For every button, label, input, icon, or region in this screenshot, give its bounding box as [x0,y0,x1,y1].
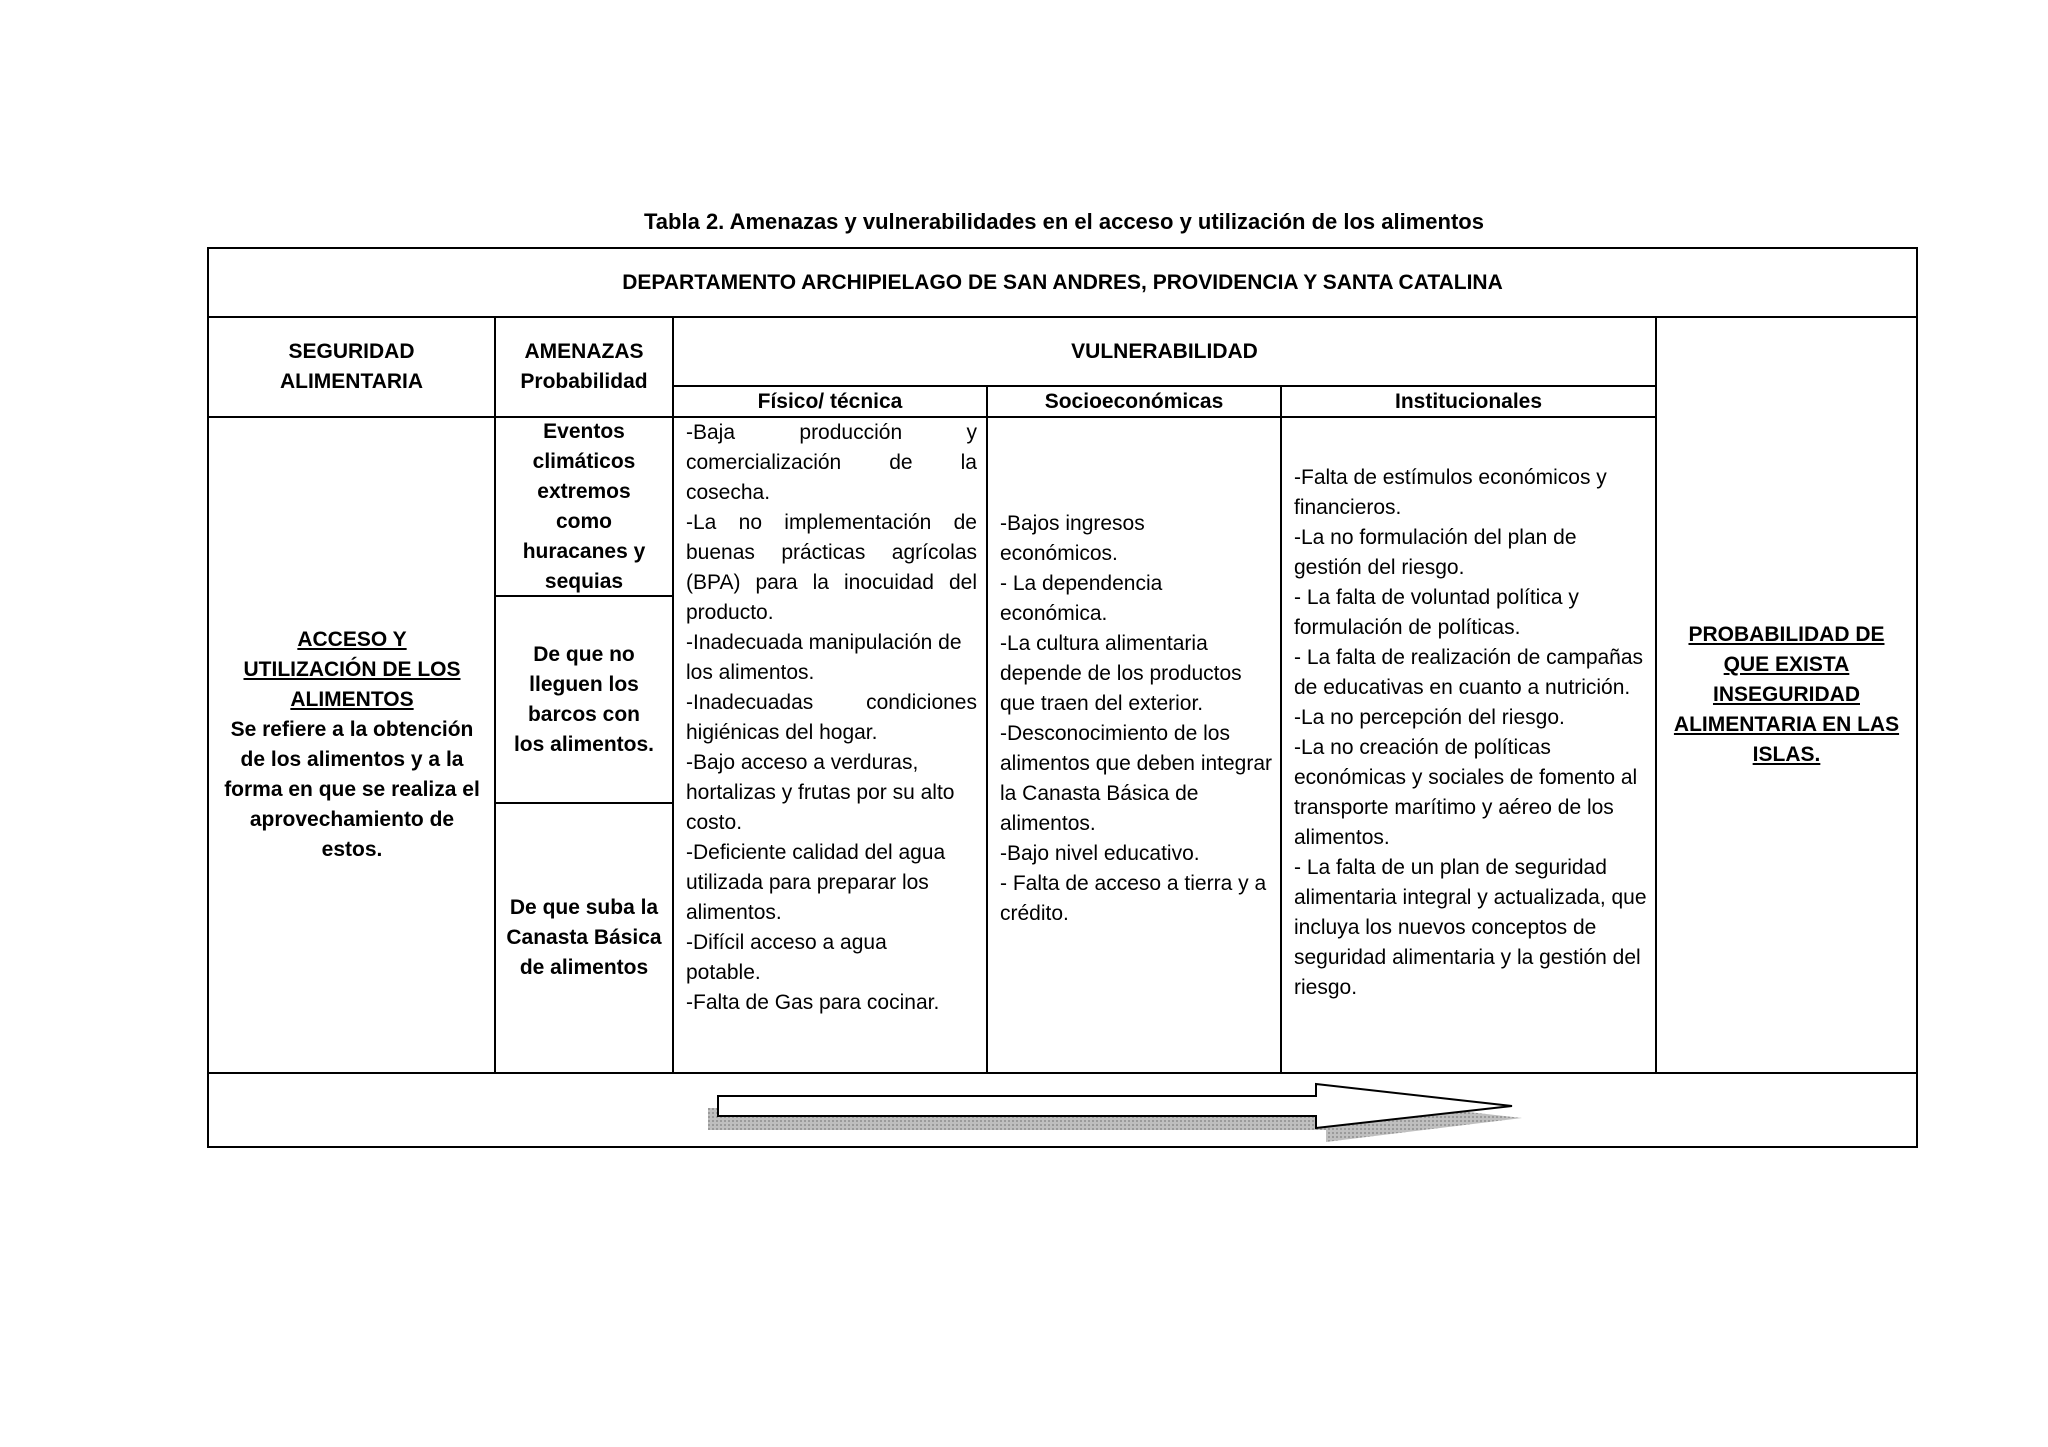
header-fisico-label: Físico/ técnica [757,389,903,413]
header-vulnerabilidad [674,318,1655,385]
fisico-item: -Inadecuada manipulación de los alimentos. [686,631,962,684]
header-amenazas-label: AMENAZAS Probabilidad [520,340,648,393]
header-socio [988,387,1280,416]
header-amenazas [496,318,672,416]
fisico-item: -Deficiente calidad del agua utilizada para preparar los alimentos. [686,841,946,924]
fisico-item: -Bajo acceso a verduras, hortalizas y frutas por su alto costo. [686,751,955,834]
amenaza-text: De que no lleguen los barcos con los alimentos. [513,642,655,756]
column-divider [986,385,988,1074]
institucional-item: -Falta de estímulos económicos y financieros. [1294,466,1607,519]
seguridad-description: Se refiere a la obtención de los alimentos y a la forma en que se realiza el aprovechamiento de estos. [224,718,480,861]
header-institucionales [1282,387,1655,416]
institucional-item: - La falta de realización de campañas de educativas en cuanto a nutrición. [1294,646,1644,699]
fisico-cell [686,418,977,1072]
header-seguridad [269,318,434,416]
amenaza-cell [496,597,672,802]
department-header [209,249,1916,316]
seguridad-cell [217,418,487,1072]
institucional-item: - La falta de un plan de seguridad alimentaria integral y actualizada, que incluya los nuevos conceptos de seguridad alimentaria y la gestión del riesgo. [1294,856,1647,999]
header-fisico [674,387,986,416]
socio-item: -Desconocimiento de los alimentos que deben integrar la Canasta Básica de alimentos. [1000,722,1273,835]
right-arrow-icon [700,1072,1530,1142]
institucional-item: -La no formulación del plan de gestión del riesgo. [1294,526,1577,579]
socio-item: - La dependencia económica. [1000,572,1163,625]
probabilidad-cell [1657,318,1916,1072]
amenaza-text: De que suba la Canasta Básica de alimentos [506,896,662,979]
probabilidad-text: PROBABILIDAD DE QUE EXISTA INSEGURIDAD ALIMENTARIA EN LAS ISLAS. [1673,623,1900,766]
socio-item: -Bajos ingresos económicos. [1000,512,1145,565]
header-seguridad-label: SEGURIDAD ALIMENTARIA [279,340,424,393]
institucional-item: -La no percepción del riesgo. [1294,706,1565,729]
socio-item: -Bajo nivel educativo. [1000,842,1200,865]
socio-item: -La cultura alimentaria depende de los productos que traen del exterior. [1000,632,1242,715]
seguridad-title: ACCESO Y UTILIZACIÓN DE LOS ALIMENTOS [243,628,461,711]
fisico-item: -La no implementación de buenas prácticas agrícolas (BPA) para la inocuidad del producto. [686,511,977,624]
fisico-item: -Baja producción y comercialización de la cosecha. [686,421,977,504]
institucional-item: - La falta de voluntad política y formulación de políticas. [1294,586,1579,639]
socio-cell [1000,509,1275,1009]
socio-item: - Falta de acceso a tierra y a crédito. [1000,872,1267,925]
amenaza-text: Eventos climáticos extremos como huracanes y sequias [522,419,646,593]
fisico-item: -Difícil acceso a agua potable. [686,931,887,984]
header-vulnerabilidad-label: VULNERABILIDAD [1071,339,1258,363]
column-divider [1280,385,1282,1074]
vulnerability-table [207,247,1918,1148]
header-institucionales-label: Institucionales [1394,389,1543,413]
amenaza-cell [496,418,672,595]
column-divider [672,316,674,1074]
department-name: DEPARTAMENTO ARCHIPIELAGO DE SAN ANDRES, PROVIDENCIA Y SANTA CATALINA [622,270,1503,294]
amenaza-cell [496,804,672,1072]
institucional-item: -La no creación de políticas económicas y sociales de fomento al transporte marítimo y aéreo de los alimentos. [1294,736,1638,849]
header-socio-label: Socioeconómicas [1044,389,1224,413]
table-caption: Tabla 2. Amenazas y vulnerabilidades en el acceso y utilización de los alimentos [644,209,1484,234]
fisico-item: -Falta de Gas para cocinar. [686,991,940,1014]
institucionales-cell [1294,463,1649,1063]
fisico-item: -Inadecuadas condiciones higiénicas del hogar. [686,691,977,744]
